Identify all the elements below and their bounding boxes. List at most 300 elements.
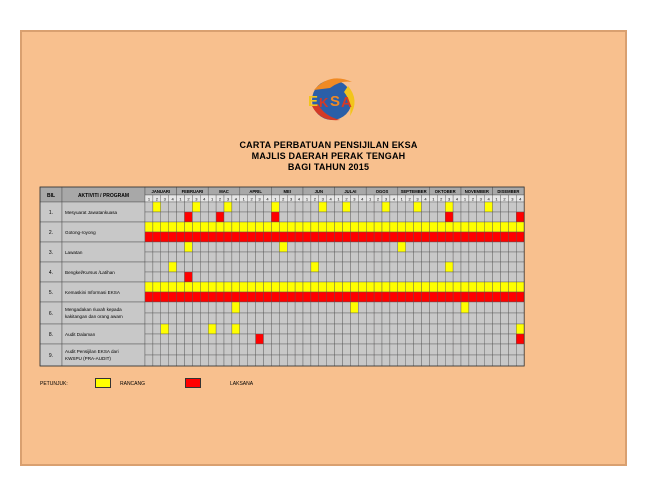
rancang-mark: [145, 282, 153, 292]
grid-cell: [145, 252, 153, 262]
legend-title: PETUNJUK:: [40, 381, 68, 387]
grid-cell: [469, 242, 477, 252]
grid-cell: [469, 302, 477, 313]
rancang-mark: [311, 282, 319, 292]
rancang-mark: [516, 222, 524, 232]
grid-cell: [232, 242, 240, 252]
grid-cell: [453, 355, 461, 366]
grid-cell: [177, 262, 185, 272]
grid-cell: [422, 202, 430, 212]
grid-cell: [335, 212, 343, 222]
month-header: MEI: [283, 189, 291, 194]
rancang-mark: [398, 222, 406, 232]
grid-cell: [429, 334, 437, 344]
week-header: 3: [258, 196, 261, 202]
grid-cell: [390, 302, 398, 313]
week-header: 3: [384, 196, 388, 202]
grid-cell: [208, 212, 216, 222]
grid-cell: [366, 344, 374, 355]
grid-cell: [177, 272, 185, 282]
grid-cell: [445, 334, 453, 344]
grid-cell: [493, 355, 501, 366]
week-header: 2: [408, 196, 411, 202]
grid-cell: [343, 242, 351, 252]
rancang-mark: [208, 324, 216, 334]
laksana-mark: [366, 232, 374, 242]
week-header: 2: [282, 196, 285, 202]
grid-cell: [240, 355, 248, 366]
rancang-mark: [295, 222, 303, 232]
grid-cell: [414, 272, 422, 282]
grid-cell: [327, 272, 335, 282]
week-header: 4: [487, 196, 490, 202]
grid-cell: [264, 242, 272, 252]
laksana-mark: [453, 292, 461, 302]
grid-cell: [414, 252, 422, 262]
laksana-mark: [279, 292, 287, 302]
grid-cell: [145, 344, 153, 355]
grid-cell: [406, 212, 414, 222]
rancang-mark: [161, 282, 169, 292]
grid-cell: [406, 252, 414, 262]
grid-cell: [461, 324, 469, 334]
grid-cell: [406, 302, 414, 313]
week-header: 3: [416, 196, 419, 202]
rancang-mark: [271, 222, 279, 232]
grid-cell: [200, 272, 208, 282]
grid-cell: [232, 202, 240, 212]
grid-cell: [485, 334, 493, 344]
laksana-mark: [161, 232, 169, 242]
grid-cell: [382, 212, 390, 222]
grid-cell: [264, 252, 272, 262]
grid-cell: [366, 272, 374, 282]
week-header: 1: [400, 196, 403, 202]
rancang-mark: [240, 282, 248, 292]
laksana-mark: [358, 232, 366, 242]
laksana-mark: [311, 232, 319, 242]
grid-cell: [169, 334, 177, 344]
week-header: 1: [495, 196, 498, 202]
grid-cell: [303, 344, 311, 355]
grid-cell: [437, 252, 445, 262]
grid-cell: [429, 344, 437, 355]
rancang-mark: [327, 222, 335, 232]
grid-cell: [232, 344, 240, 355]
grid-cell: [271, 313, 279, 324]
grid-cell: [303, 302, 311, 313]
grid-cell: [145, 334, 153, 344]
laksana-mark: [271, 292, 279, 302]
grid-cell: [216, 252, 224, 262]
grid-cell: [216, 344, 224, 355]
grid-cell: [382, 324, 390, 334]
rancang-mark: [358, 222, 366, 232]
grid-cell: [406, 272, 414, 282]
grid-cell: [264, 324, 272, 334]
week-header: 1: [463, 196, 467, 202]
grid-cell: [287, 252, 295, 262]
grid-cell: [382, 334, 390, 344]
laksana-mark: [287, 232, 295, 242]
laksana-mark: [501, 292, 509, 302]
grid-cell: [485, 313, 493, 324]
grid-cell: [319, 334, 327, 344]
grid-cell: [398, 212, 406, 222]
week-header: 3: [511, 196, 514, 202]
rancang-mark: [145, 222, 153, 232]
grid-cell: [224, 324, 232, 334]
grid-cell: [366, 252, 374, 262]
grid-cell: [461, 242, 469, 252]
grid-cell: [153, 313, 161, 324]
grid-cell: [216, 242, 224, 252]
grid-cell: [508, 324, 516, 334]
month-header: OKTOBER: [434, 189, 456, 194]
grid-cell: [177, 324, 185, 334]
rancang-mark: [406, 222, 414, 232]
grid-cell: [145, 355, 153, 366]
laksana-mark: [248, 292, 256, 302]
grid-cell: [327, 344, 335, 355]
grid-cell: [327, 302, 335, 313]
grid-cell: [343, 324, 351, 334]
rancang-mark: [485, 222, 493, 232]
grid-cell: [350, 313, 358, 324]
grid-cell: [422, 252, 430, 262]
grid-cell: [319, 355, 327, 366]
grid-cell: [382, 272, 390, 282]
laksana-mark: [264, 292, 272, 302]
laksana-mark: [279, 232, 287, 242]
laksana-mark: [216, 292, 224, 302]
grid-cell: [358, 355, 366, 366]
grid-cell: [192, 212, 200, 222]
laksana-mark: [382, 292, 390, 302]
grid-cell: [256, 344, 264, 355]
grid-cell: [485, 302, 493, 313]
grid-cell: [485, 212, 493, 222]
laksana-mark: [169, 292, 177, 302]
grid-cell: [169, 302, 177, 313]
laksana-mark: [232, 232, 240, 242]
laksana-mark: [390, 292, 398, 302]
rancang-mark: [445, 222, 453, 232]
grid-cell: [343, 262, 351, 272]
grid-cell: [477, 355, 485, 366]
grid-cell: [216, 302, 224, 313]
rancang-mark: [271, 202, 279, 212]
grid-cell: [287, 272, 295, 282]
laksana-mark: [516, 212, 524, 222]
grid-cell: [461, 334, 469, 344]
month-header: SEPTEMBER: [400, 189, 427, 194]
grid-cell: [295, 344, 303, 355]
laksana-mark: [256, 232, 264, 242]
grid-cell: [398, 202, 406, 212]
grid-cell: [185, 252, 193, 262]
grid-cell: [390, 262, 398, 272]
rancang-mark: [192, 222, 200, 232]
laksana-mark: [161, 292, 169, 302]
rancang-mark: [161, 324, 169, 334]
laksana-mark: [516, 232, 524, 242]
row-bil: 5.: [48, 290, 54, 296]
grid-cell: [398, 355, 406, 366]
grid-cell: [366, 324, 374, 334]
rancang-mark: [374, 222, 382, 232]
rancang-mark: [382, 202, 390, 212]
grid-cell: [256, 252, 264, 262]
grid-cell: [240, 202, 248, 212]
rancang-mark: [177, 282, 185, 292]
rancang-mark: [311, 222, 319, 232]
week-header: 4: [203, 196, 206, 202]
laksana-mark: [303, 232, 311, 242]
grid-cell: [429, 252, 437, 262]
grid-cell: [429, 242, 437, 252]
grid-cell: [303, 355, 311, 366]
rancang-mark: [414, 282, 422, 292]
grid-cell: [240, 302, 248, 313]
grid-cell: [248, 334, 256, 344]
laksana-mark: [327, 232, 335, 242]
grid-cell: [169, 344, 177, 355]
grid-cell: [477, 344, 485, 355]
grid-cell: [335, 252, 343, 262]
grid-cell: [161, 202, 169, 212]
laksana-mark: [414, 232, 422, 242]
grid-cell: [161, 334, 169, 344]
grid-cell: [406, 262, 414, 272]
laksana-mark: [256, 292, 264, 302]
grid-cell: [279, 313, 287, 324]
grid-cell: [145, 262, 153, 272]
grid-cell: [319, 262, 327, 272]
grid-cell: [508, 202, 516, 212]
grid-cell: [319, 302, 327, 313]
grid-cell: [161, 262, 169, 272]
grid-cell: [382, 252, 390, 262]
grid-cell: [248, 302, 256, 313]
rancang-mark: [406, 282, 414, 292]
grid-cell: [240, 334, 248, 344]
laksana-mark: [501, 232, 509, 242]
row-label: Audit Dalaman: [65, 332, 96, 337]
week-header: 2: [250, 196, 253, 202]
rancang-mark: [224, 282, 232, 292]
grid-cell: [295, 202, 303, 212]
grid-cell: [224, 242, 232, 252]
grid-cell: [493, 344, 501, 355]
grid-cell: [516, 262, 524, 272]
grid-cell: [398, 324, 406, 334]
rancang-mark: [311, 262, 319, 272]
row-label: Kemaskini Informasi EKSA: [65, 290, 120, 295]
grid-cell: [161, 302, 169, 313]
grid-cell: [248, 355, 256, 366]
grid-cell: [469, 252, 477, 262]
grid-cell: [445, 324, 453, 334]
grid-cell: [177, 202, 185, 212]
laksana-mark: [374, 292, 382, 302]
grid-cell: [216, 324, 224, 334]
legend-laksana-label: LAKSANA: [230, 381, 254, 387]
grid-cell: [279, 334, 287, 344]
rancang-mark: [319, 222, 327, 232]
rancang-mark: [493, 222, 501, 232]
rancang-mark: [516, 282, 524, 292]
grid-cell: [350, 202, 358, 212]
grid-cell: [200, 334, 208, 344]
rancang-mark: [216, 222, 224, 232]
laksana-mark: [303, 292, 311, 302]
grid-cell: [153, 252, 161, 262]
rancang-mark: [287, 282, 295, 292]
rancang-mark: [477, 222, 485, 232]
laksana-mark: [335, 292, 343, 302]
grid-cell: [350, 344, 358, 355]
grid-cell: [303, 242, 311, 252]
grid-cell: [335, 334, 343, 344]
grid-cell: [350, 355, 358, 366]
week-header: 1: [337, 196, 340, 202]
grid-cell: [287, 334, 295, 344]
month-header: MAC: [219, 189, 229, 194]
grid-cell: [248, 324, 256, 334]
week-header: 4: [519, 196, 522, 202]
grid-cell: [477, 302, 485, 313]
grid-cell: [358, 252, 366, 262]
grid-cell: [271, 252, 279, 262]
rancang-mark: [398, 242, 406, 252]
grid-cell: [279, 344, 287, 355]
grid-cell: [350, 272, 358, 282]
grid-cell: [516, 344, 524, 355]
grid-cell: [311, 272, 319, 282]
week-header: 2: [376, 196, 380, 202]
grid-cell: [461, 344, 469, 355]
grid-cell: [161, 242, 169, 252]
rancang-mark: [335, 222, 343, 232]
grid-cell: [335, 355, 343, 366]
rancang-mark: [477, 282, 485, 292]
grid-cell: [508, 355, 516, 366]
grid-cell: [516, 242, 524, 252]
grid-cell: [414, 355, 422, 366]
grid-cell: [153, 324, 161, 334]
grid-cell: [224, 302, 232, 313]
grid-cell: [240, 252, 248, 262]
grid-cell: [406, 202, 414, 212]
grid-cell: [366, 202, 374, 212]
grid-cell: [185, 202, 193, 212]
grid-cell: [335, 302, 343, 313]
grid-cell: [240, 313, 248, 324]
grid-cell: [358, 202, 366, 212]
grid-cell: [477, 324, 485, 334]
laksana-mark: [469, 232, 477, 242]
grid-cell: [185, 334, 193, 344]
title-line-1: CARTA PERBATUAN PENSIJILAN EKSA: [239, 140, 418, 150]
row-label: KWSPU (PRA-AUDIT): [65, 356, 111, 361]
laksana-mark: [343, 292, 351, 302]
laksana-mark: [469, 292, 477, 302]
grid-cell: [358, 262, 366, 272]
grid-cell: [311, 313, 319, 324]
grid-cell: [327, 212, 335, 222]
grid-cell: [145, 242, 153, 252]
grid-cell: [256, 212, 264, 222]
grid-cell: [508, 313, 516, 324]
grid-cell: [508, 272, 516, 282]
rancang-mark: [422, 282, 430, 292]
grid-cell: [437, 313, 445, 324]
rancang-mark: [303, 282, 311, 292]
grid-cell: [469, 272, 477, 282]
laksana-mark: [461, 232, 469, 242]
grid-cell: [248, 272, 256, 282]
grid-cell: [335, 262, 343, 272]
grid-cell: [287, 262, 295, 272]
legend-laksana-swatch: [185, 378, 201, 388]
grid-cell: [437, 262, 445, 272]
laksana-mark: [216, 232, 224, 242]
grid-cell: [185, 344, 193, 355]
grid-cell: [200, 242, 208, 252]
laksana-mark: [224, 292, 232, 302]
grid-cell: [358, 242, 366, 252]
grid-cell: [256, 313, 264, 324]
grid-cell: [358, 324, 366, 334]
grid-cell: [461, 252, 469, 262]
grid-cell: [145, 202, 153, 212]
grid-cell: [461, 272, 469, 282]
rancang-mark: [216, 282, 224, 292]
week-header: 2: [187, 196, 190, 202]
grid-cell: [248, 202, 256, 212]
grid-cell: [264, 212, 272, 222]
grid-cell: [382, 242, 390, 252]
grid-cell: [295, 334, 303, 344]
grid-cell: [256, 202, 264, 212]
grid-cell: [461, 262, 469, 272]
grid-cell: [303, 252, 311, 262]
grid-cell: [185, 262, 193, 272]
grid-cell: [248, 252, 256, 262]
rancang-mark: [248, 282, 256, 292]
grid-cell: [177, 212, 185, 222]
grid-cell: [366, 355, 374, 366]
rancang-mark: [279, 242, 287, 252]
laksana-mark: [366, 292, 374, 302]
rancang-mark: [445, 282, 453, 292]
grid-cell: [343, 212, 351, 222]
grid-cell: [177, 242, 185, 252]
grid-cell: [145, 302, 153, 313]
laksana-mark: [335, 232, 343, 242]
grid-cell: [516, 252, 524, 262]
grid-cell: [461, 202, 469, 212]
grid-cell: [493, 202, 501, 212]
laksana-mark: [192, 232, 200, 242]
grid-cell: [382, 355, 390, 366]
week-header: 4: [171, 196, 174, 202]
grid-cell: [240, 212, 248, 222]
grid-cell: [374, 262, 382, 272]
grid-cell: [477, 313, 485, 324]
row-bil: 9.: [48, 353, 54, 359]
